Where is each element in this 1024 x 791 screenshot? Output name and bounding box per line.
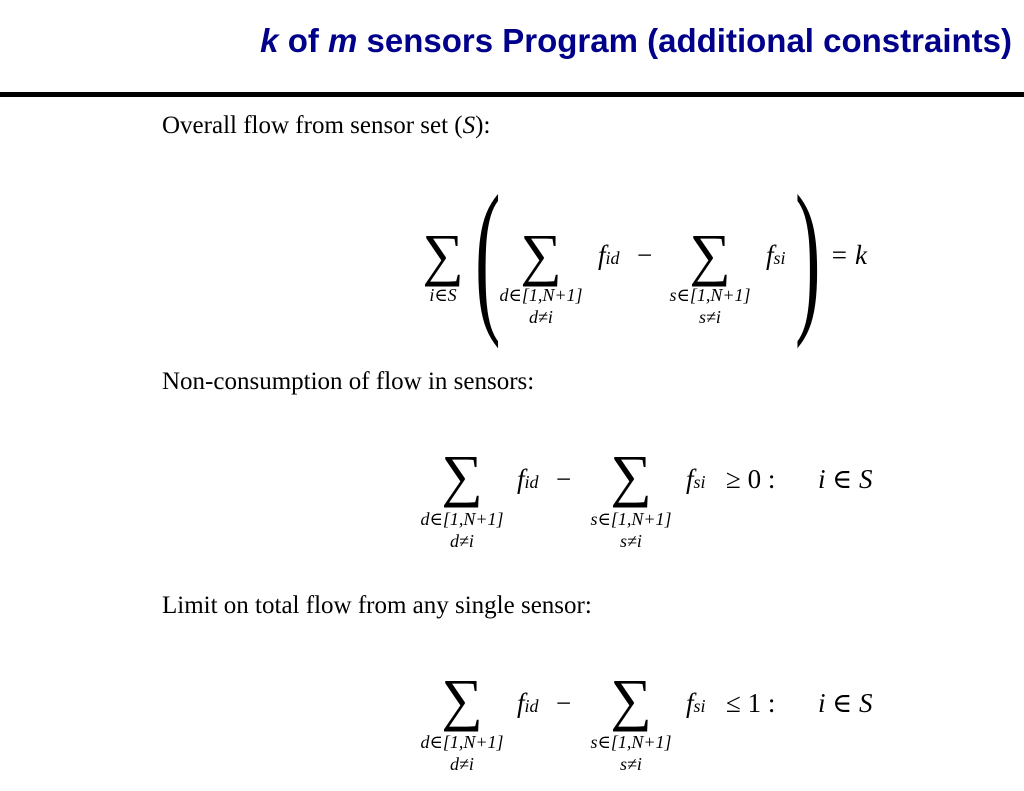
sum-s-symbol: ∑: [610, 667, 652, 732]
sum-s-subscript: s∈[1,N+1] s≠i: [669, 285, 751, 327]
minus-sign: −: [556, 688, 572, 718]
sum-s-subscript: s∈[1,N+1] s≠i: [590, 732, 672, 774]
condition-i-in-s: i ∈ S: [818, 688, 873, 718]
sum-d-symbol: ∑: [520, 222, 562, 287]
f-si-term: fsi: [686, 688, 706, 718]
sum-s-symbol: ∑: [610, 443, 652, 508]
sum-s-subscript: s∈[1,N+1] s≠i: [590, 509, 672, 551]
f-id-term: fid: [517, 688, 539, 718]
f-id-term: fid: [598, 240, 620, 270]
sum-d-subscript: d∈[1,N+1] d≠i: [420, 509, 504, 551]
outer-sum-subscript: i∈S: [429, 285, 457, 305]
condition-i-in-s: i ∈ S: [818, 464, 873, 494]
limit-flow-label: Limit on total flow from any single sensor:: [162, 592, 592, 619]
sum-s-symbol: ∑: [689, 222, 731, 287]
f-id-term: fid: [517, 464, 539, 494]
title-rest: sensors Program (additional constraints): [357, 22, 1012, 59]
non-consumption-label: Non-consumption of flow in sensors:: [162, 368, 535, 395]
title-k: k: [260, 22, 279, 59]
minus-sign: −: [637, 240, 653, 270]
sum-d-subscript: d∈[1,N+1] d≠i: [499, 285, 583, 327]
page-title: [0, 22, 1012, 60]
right-paren: ): [795, 161, 821, 349]
sum-d-subscript: d∈[1,N+1] d≠i: [420, 732, 504, 774]
title-of: of: [278, 22, 329, 59]
sum-d-symbol: ∑: [441, 443, 483, 508]
title-m: m: [328, 22, 358, 59]
equals-k: = k: [830, 240, 867, 270]
sum-d-symbol: ∑: [441, 667, 483, 732]
geq-zero: ≥ 0 :: [726, 464, 776, 494]
title-divider: [0, 92, 1024, 97]
minus-sign: −: [556, 464, 572, 494]
overall-flow-label: Overall flow from sensor set (S):: [162, 112, 491, 139]
f-si-term: fsi: [766, 240, 786, 270]
f-si-term: fsi: [686, 464, 706, 494]
left-paren: (: [475, 161, 501, 349]
outer-sum-symbol: ∑: [422, 222, 464, 287]
leq-one: ≤ 1 :: [726, 688, 776, 718]
